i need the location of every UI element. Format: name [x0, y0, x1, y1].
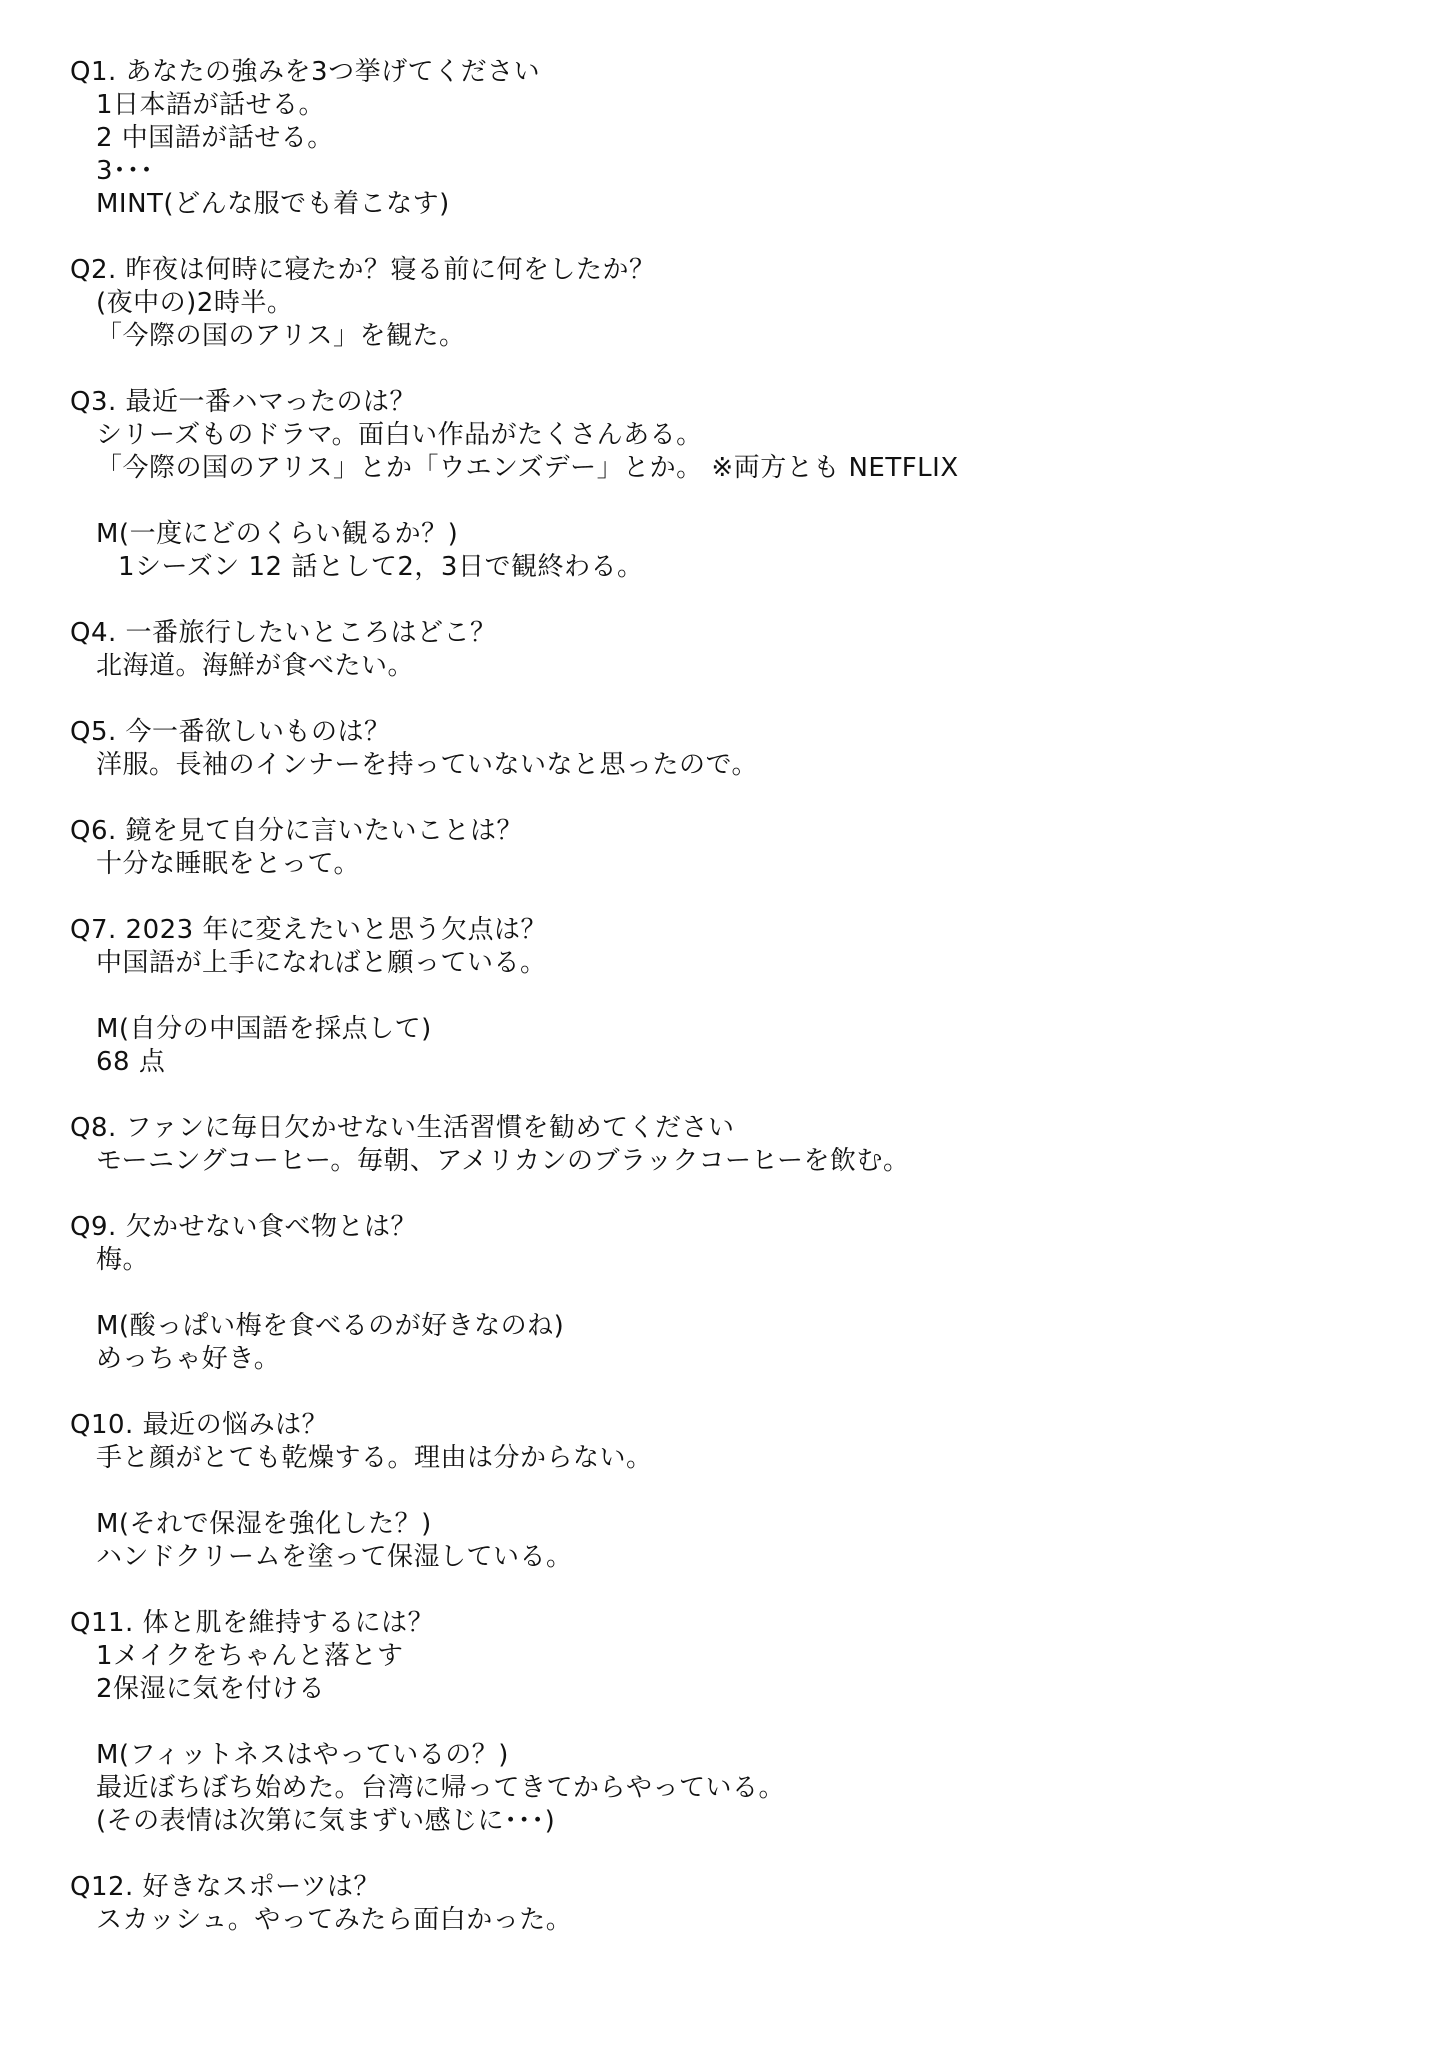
answer-line: 「今際の国のアリス」を観た。	[96, 321, 466, 351]
answer-line: めっちゃ好き。	[96, 1344, 281, 1374]
question-9: Q9. 欠かせない食べ物とは？	[70, 1212, 418, 1242]
question-3: Q3. 最近一番ハマったのは？	[70, 387, 416, 417]
answer-line: 中国語が上手になればと願っている。	[96, 948, 547, 978]
answer-line: (その表情は次第に気まずい感じに･･･)	[96, 1806, 556, 1836]
answer-line: 1日本語が話せる。	[96, 90, 326, 120]
interviewer-line: M(酸っぱい梅を食べるのが好きなのね)	[96, 1311, 565, 1341]
interviewer-line: M(フィットネスはやっているの？)	[96, 1740, 509, 1770]
question-10: Q10. 最近の悩みは？	[70, 1410, 329, 1440]
answer-line: 1メイクをちゃんと落とす	[96, 1641, 404, 1671]
answer-line: スカッシュ。やってみたら面白かった。	[96, 1905, 573, 1935]
question-7: Q7. 2023 年に変えたいと思う欠点は？	[70, 915, 547, 945]
answer-line: 「今際の国のアリス」とか「ウエンズデー」とか。 ※両方とも NETFLIX	[96, 453, 959, 483]
question-6: Q6. 鏡を見て自分に言いたいことは？	[70, 816, 524, 846]
answer-line: モーニングコーヒー。毎朝、アメリカンのブラックコーヒーを飲む。	[96, 1146, 910, 1176]
answer-line: 手と顔がとても乾燥する。理由は分からない。	[96, 1443, 653, 1473]
answer-line: 最近ぼちぼち始めた。台湾に帰ってきてからやっている。	[96, 1773, 786, 1803]
question-1: Q1. あなたの強みを3つ挙げてください	[70, 57, 541, 87]
answer-line: 1シーズン 12 話として2，3日で観終わる。	[118, 552, 644, 582]
interviewer-line: M(それで保湿を強化した？)	[96, 1509, 432, 1539]
question-5: Q5. 今一番欲しいものは？	[70, 717, 391, 747]
answer-line: MINT(どんな服でも着こなす)	[96, 189, 450, 219]
answer-line: 北海道。海鮮が食べたい。	[96, 651, 415, 681]
answer-line: 68 点	[96, 1047, 166, 1077]
question-12: Q12. 好きなスポーツは？	[70, 1872, 381, 1902]
interviewer-line: M(自分の中国語を採点して)	[96, 1014, 432, 1044]
answer-line: 2 中国語が話せる。	[96, 123, 334, 153]
answer-line: 3･･･	[96, 156, 154, 186]
interviewer-line: M(一度にどのくらい観るか？)	[96, 519, 459, 549]
answer-line: 洋服。長袖のインナーを持っていないなと思ったので。	[96, 750, 758, 780]
question-4: Q4. 一番旅行したいところはどこ？	[70, 618, 497, 648]
question-2: Q2. 昨夜は何時に寝たか？寝る前に何をしたか？	[70, 255, 656, 285]
answer-line: 2保湿に気を付ける	[96, 1674, 326, 1704]
question-8: Q8. ファンに毎日欠かせない生活習慣を勧めてください	[70, 1113, 735, 1143]
answer-line: シリーズものドラマ。面白い作品がたくさんある。	[96, 420, 703, 450]
answer-line: (夜中の)2時半。	[96, 288, 294, 318]
answer-line: 梅。	[96, 1245, 150, 1275]
question-11: Q11. 体と肌を維持するには？	[70, 1608, 435, 1638]
answer-line: 十分な睡眠をとって。	[96, 849, 360, 879]
answer-line: ハンドクリームを塗って保湿している。	[96, 1542, 573, 1572]
